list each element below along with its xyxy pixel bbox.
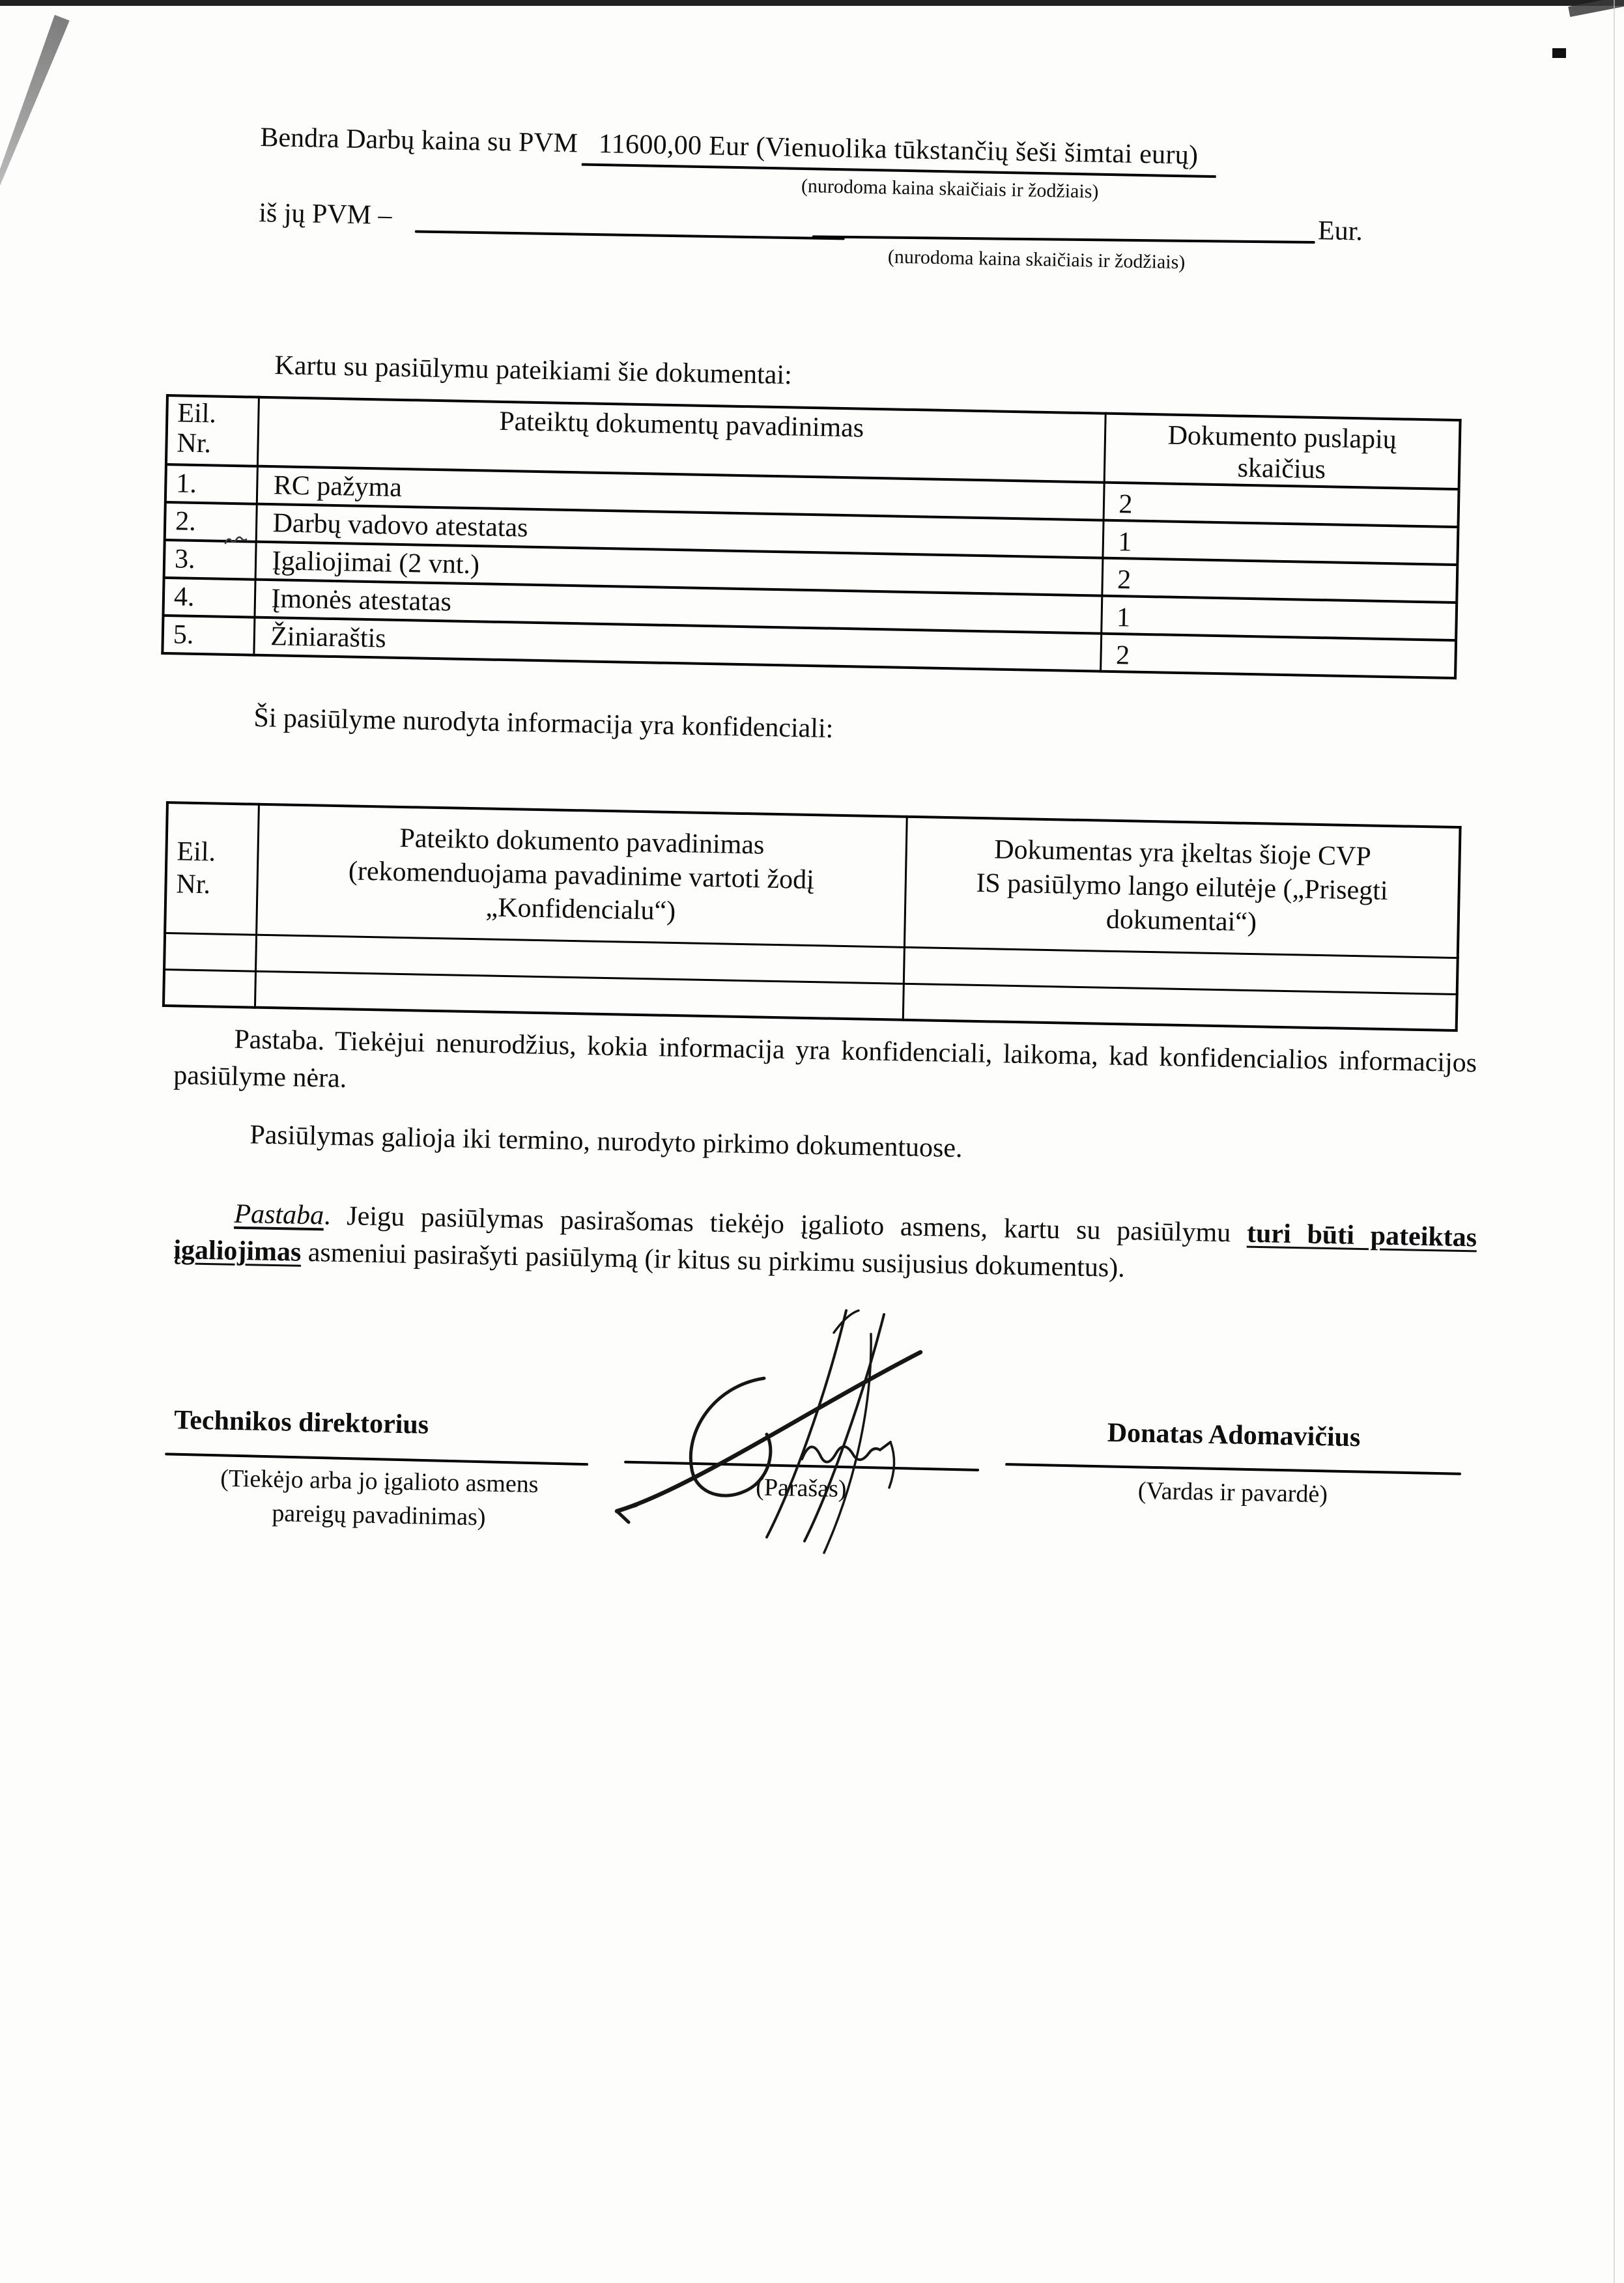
col-header-pages: Dokumento puslapių skaičius xyxy=(1104,414,1460,489)
scan-top-edge xyxy=(0,0,1624,6)
row-name: Įmonės atestatas xyxy=(254,580,1102,634)
confidential-table xyxy=(162,801,1462,1032)
signer-position-title: Technikos direktorius xyxy=(173,1405,429,1440)
note-lead: Pastaba xyxy=(234,1198,324,1231)
col-header-doc-name: Pateikto dokumento pavadinimas (rekomenduojama pavadinime vartoti žodį „Konfidencialu“) xyxy=(256,804,907,947)
row-nr: 2. xyxy=(165,502,257,542)
signer-position-caption: (Tiekėjo arba jo įgalioto asmens pareigų pavadinimas) xyxy=(220,1464,539,1531)
vat-blank-line xyxy=(415,230,845,240)
confidential-intro: Ši pasiūlyme nurodyta informacija yra konfidenciali: xyxy=(253,702,834,744)
total-price-value: 11600,00 Eur (Vienuolika tūkstančių šeši šimtai eurų) xyxy=(581,128,1216,178)
total-price-label: Bendra Darbų kaina su PVM xyxy=(260,122,578,159)
vat-eur-suffix: Eur. xyxy=(1317,216,1363,247)
pencil-mark xyxy=(224,534,248,547)
row-pages: 2 xyxy=(1102,558,1457,603)
note-text: . Jeigu pasiūlymas pasirašomas tiekėjo įgalioto asmens, kartu su pasiūlymu xyxy=(323,1200,1247,1249)
row-nr: 5. xyxy=(162,616,254,655)
row-pages: 2 xyxy=(1104,483,1459,527)
scan-fold-stripe xyxy=(0,14,70,233)
vat-hint: (nurodoma kaina skaičiais ir žodžiais) xyxy=(887,246,1186,274)
row-pages: 1 xyxy=(1101,596,1457,640)
vat-blank-line xyxy=(812,235,1315,244)
row-name: RC pažyma xyxy=(257,466,1104,520)
row-name: Įgaliojimai (2 vnt.) xyxy=(255,542,1103,596)
total-price-line xyxy=(260,122,1217,171)
signer-name-caption: (Vardas ir pavardė) xyxy=(1137,1477,1328,1509)
scan-dot-mark xyxy=(1552,48,1566,58)
signer-full-name: Donatas Adomavičius xyxy=(1107,1417,1361,1453)
handwritten-signature xyxy=(609,1294,974,1561)
note-bold-text: turi būti pateiktas įgaliojimas xyxy=(173,1218,1477,1268)
price-section xyxy=(257,122,1380,300)
row-nr: 1. xyxy=(165,464,257,504)
documents-table xyxy=(161,394,1461,679)
documents-intro: Kartu su pasiūlymu pateikiami šie dokumentai: xyxy=(274,350,793,391)
total-price-hint: (nurodoma kaina skaičiais ir žodžiais) xyxy=(801,175,1099,203)
col-header-eil-nr: Eil. Nr. xyxy=(166,395,259,466)
scan-right-edge-line xyxy=(1614,0,1615,2283)
col-header-doc-location: Dokumentas yra įkeltas šioje CVP IS pasiūlymo lango eilutėje („Prisegti dokumentai“) xyxy=(904,817,1460,957)
row-nr: 4. xyxy=(163,578,255,617)
confidential-table-header xyxy=(165,802,1460,957)
col-header-eil-nr: Eil. Nr. xyxy=(165,802,259,935)
note-text: asmeniui pasirašyti pasiūlymą (ir kitus su pirkimu susijusius dokumentus). xyxy=(300,1237,1126,1284)
col-header-name: Pateiktų dokumentų pavadinimas xyxy=(257,397,1105,483)
row-nr xyxy=(164,969,255,1008)
note-authorization xyxy=(173,1195,1477,1294)
signature-caption: (Parašas) xyxy=(755,1473,847,1503)
note-confidential: Pastaba. Tiekėjui nenurodžius, kokia informacija yra konfidenciali, laikoma, kad konfidencialios informacijos pasiūlyme nėra. xyxy=(173,1024,1477,1094)
note-validity: Pasiūlymas galioja iki termino, nurodyto pirkimo dokumentuose. xyxy=(249,1120,963,1164)
row-nr xyxy=(164,933,256,971)
row-nr: 3. xyxy=(164,540,256,580)
vat-line-label: iš jų PVM – xyxy=(258,197,392,231)
row-name: Žiniaraštis xyxy=(253,617,1101,672)
row-pages: 2 xyxy=(1100,634,1456,678)
row-name: Darbų vadovo atestatas xyxy=(256,504,1104,558)
row-pages: 1 xyxy=(1102,520,1458,565)
